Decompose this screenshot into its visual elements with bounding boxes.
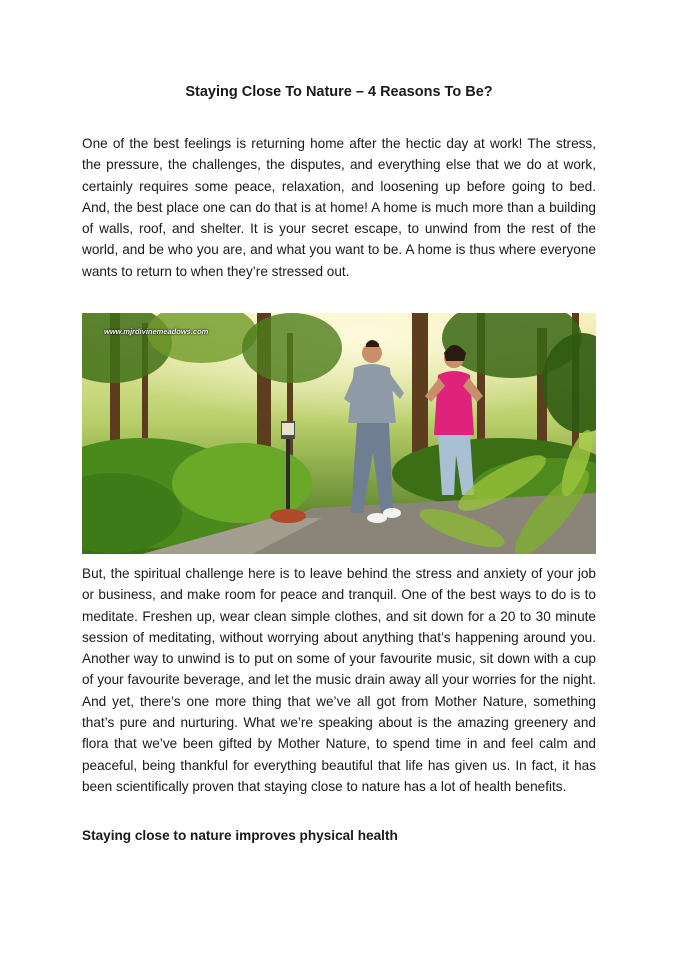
intro-paragraph: One of the best feelings is returning home after the hectic day at work! The stress, the pressure, the challenges, the disputes, and everything else that we do at work, certainly requires some peace, relaxation, and loosening up before going to bed. And, the best place one can do that is at home! A home is much more than a building of walls, roof, and shelter. It is your secret escape, to unwind from the rest of the world, and be who you are, and what you want to be. A home is thus where everyone wants to return to when they’re stressed out. xyxy=(82,136,596,279)
body-paragraph: But, the spiritual challenge here is to leave behind the stress and anxiety of your job or business, and make room for peace and tranquil. One of the best ways to do is to meditate. Freshen up, wear clean simple clothes, and sit down for a 20 to 30 minute session of meditating, without worrying about anything that’s happening around you. Another way to unwind is to put on some of your favourite music, sit down with a cup of your favourite beverage, and let the music drain away all your worries for the night. And yet, there’s one more thing that we’ve all got from Mother Nature, something that’s pure and nurturing. What we’re speaking about is the amazing greenery and flora that we’ve been gifted by Mother Nature, to spend time in and feel calm and peaceful, being thankful for everything beautiful that life has given us. In fact, it has been scientifically proven that staying close to nature has a lot of health benefits. xyxy=(82,566,596,794)
document-title: Staying Close To Nature – 4 Reasons To Be? xyxy=(185,84,493,100)
section-heading: Staying close to nature improves physical health xyxy=(82,828,398,843)
couple-jogging-photo xyxy=(82,313,596,554)
image-watermark: www.mjrdivinemeadows.com xyxy=(104,327,209,336)
park-scene-illustration xyxy=(82,313,596,554)
